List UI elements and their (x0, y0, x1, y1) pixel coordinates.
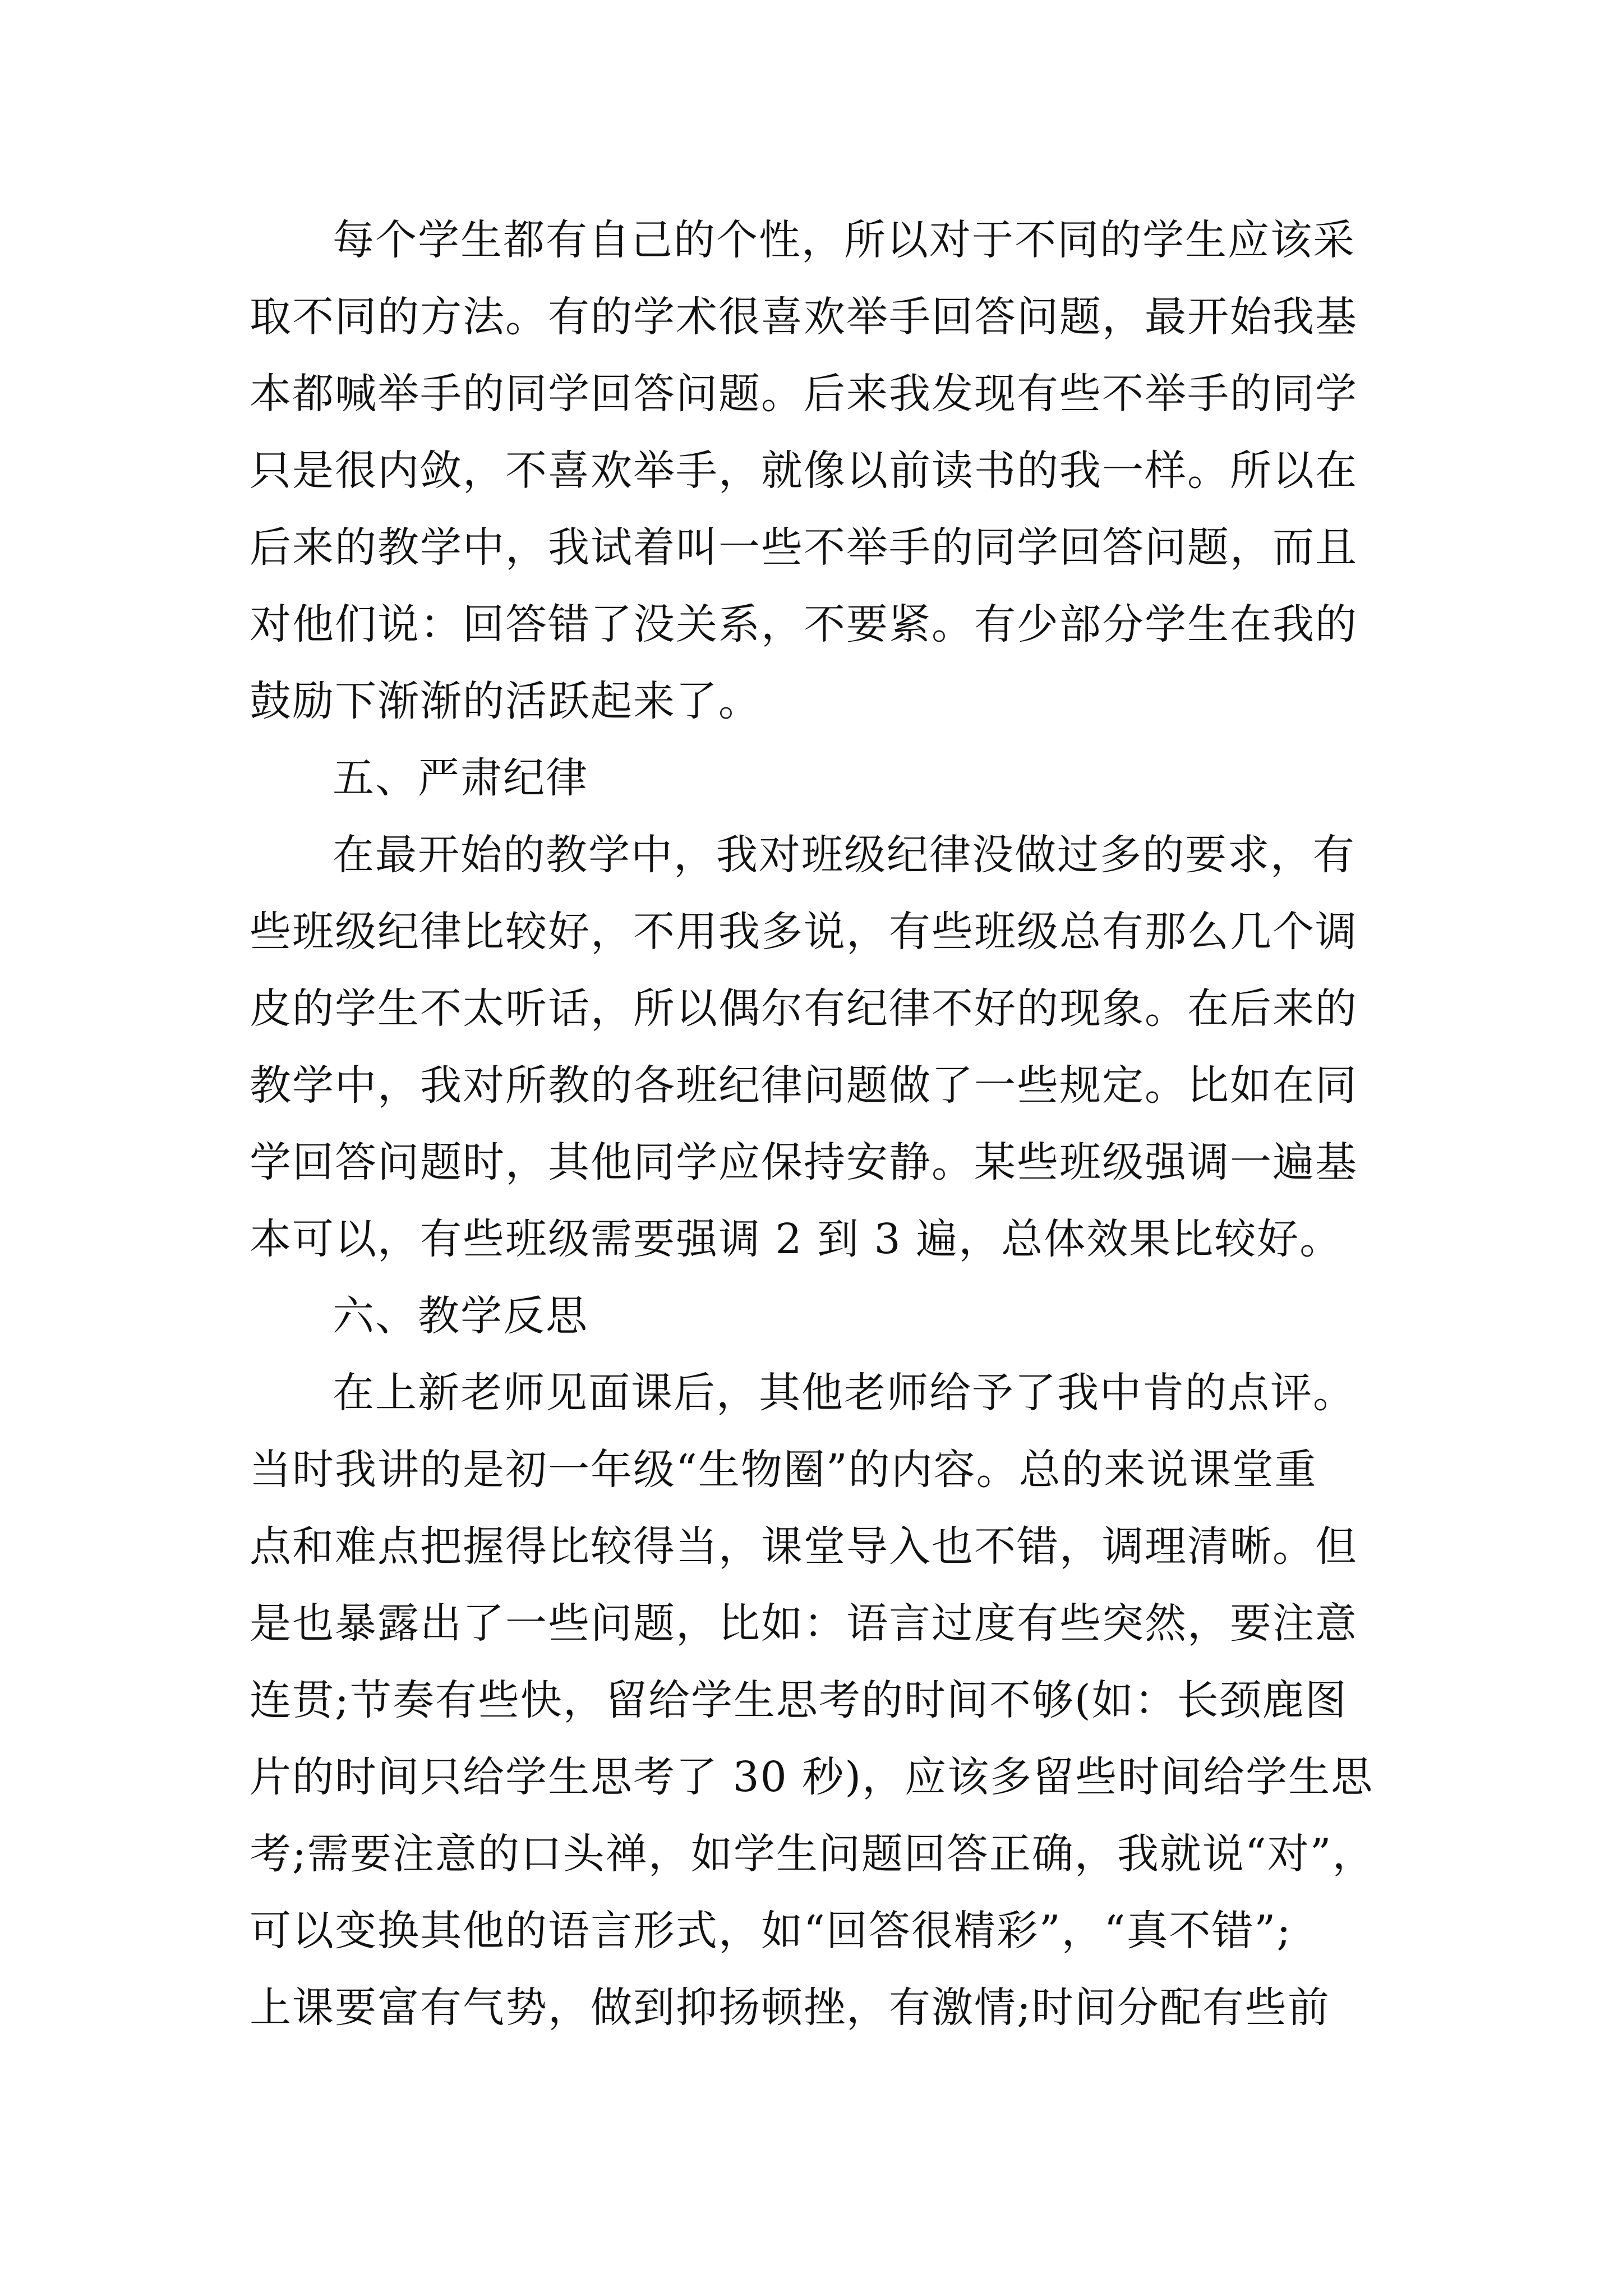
paragraph-line: 学回答问题时，其他同学应保持安静。某些班级强调一遍基 (250, 1138, 1358, 1186)
paragraph-line: 对他们说：回答错了没关系，不要紧。有少部分学生在我的 (250, 600, 1358, 648)
paragraph-line: 连贯;节奏有些快，留给学生思考的时间不够(如：长颈鹿图 (250, 1676, 1348, 1724)
body-text (250, 202, 1399, 2046)
paragraph-line: 在上新老师见面课后，其他老师给予了我中肯的点评。 (333, 1369, 1355, 1417)
section-heading-reflection: 六、教学反思 (333, 1292, 588, 1340)
paragraph-line: 皮的学生不太听话，所以偶尔有纪律不好的现象。在后来的 (250, 984, 1358, 1033)
paragraph-line: 教学中，我对所教的各班纪律问题做了一些规定。比如在同 (250, 1061, 1358, 1110)
paragraph-line: 鼓励下渐渐的活跃起来了。 (250, 677, 761, 725)
paragraph-line: 取不同的方法。有的学术很喜欢举手回答问题，最开始我基 (250, 293, 1358, 341)
section-heading-discipline: 五、严肃纪律 (333, 754, 588, 802)
paragraph-line: 本都喊举手的同学回答问题。后来我发现有些不举手的同学 (250, 370, 1358, 418)
paragraph-line: 点和难点把握得比较得当，课堂导入也不错，调理清晰。但 (250, 1522, 1358, 1571)
paragraph-line: 考;需要注意的口头禅，如学生问题回答正确，我就说“对”， (250, 1830, 1375, 1878)
paragraph-line: 是也暴露出了一些问题，比如：语言过度有些突然，要注意 (250, 1599, 1358, 1648)
paragraph-line: 可以变换其他的语言形式，如“回答很精彩”，“真不错”; (250, 1907, 1292, 1955)
paragraph-line: 后来的教学中，我试着叫一些不举手的同学回答问题，而且 (250, 523, 1358, 572)
paragraph-line: 上课要富有气势，做到抑扬顿挫，有激情;时间分配有些前 (250, 1984, 1330, 2032)
paragraph-line: 片的时间只给学生思考了 30 秒)，应该多留些时间给学生思 (250, 1753, 1374, 1801)
paragraph-line: 当时我讲的是初一年级“生物圈”的内容。总的来说课堂重 (250, 1446, 1317, 1494)
paragraph-line: 在最开始的教学中，我对班级纪律没做过多的要求，有 (333, 831, 1355, 879)
paragraph-line: 本可以，有些班级需要强调 2 到 3 遍，总体效果比较好。 (250, 1215, 1343, 1263)
paragraph-line: 每个学生都有自己的个性，所以对于不同的学生应该采 (333, 216, 1355, 264)
paragraph-line: 只是很内敛，不喜欢举手，就像以前读书的我一样。所以在 (250, 447, 1358, 495)
paragraph-line: 些班级纪律比较好，不用我多说，有些班级总有那么几个调 (250, 908, 1358, 956)
